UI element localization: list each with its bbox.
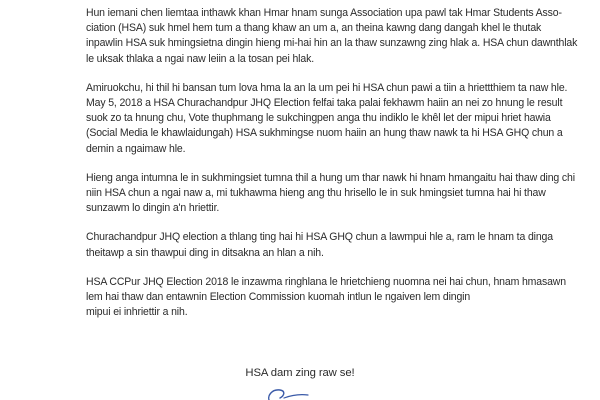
signature-stroke xyxy=(269,390,284,400)
paragraph-5 xyxy=(86,275,566,321)
paragraph-line: mipui ei inhriettir a nih. xyxy=(86,306,188,319)
paragraph-line: Amiruokchu, hi thil hi bansan tum lova hma la an la um pei hi HSA chun pawi a tiin a hriettthiem ta naw hle. xyxy=(86,81,568,94)
letter-body xyxy=(86,6,578,334)
signature-stroke-tail xyxy=(284,395,308,398)
paragraph-line: HSA CCPur JHQ Election 2018 le inzawma ringhlana le hrietchieng nuomna nei hai chun, hnam hmasawn xyxy=(86,275,566,288)
paragraph-line: inpawlin HSA suk hmingsietna dingin hieng mi-hai hin an la thaw sunzawng zing hlak a. HSA chun dawnthlak xyxy=(86,37,578,50)
paragraph-line: Churachandpur JHQ election a thlang ting hai hi HSA GHQ chun a lawmpui hle a, ram le hnam ta dinga xyxy=(86,231,553,244)
paragraph-line: demin a ngaimaw hle. xyxy=(86,142,186,155)
paragraph-1 xyxy=(86,6,578,67)
closing-line: HSA dam zing raw se! xyxy=(245,367,355,379)
paragraph-line: theitawp a sin thawpui ding in ditsakna an hlan a nih. xyxy=(86,246,324,259)
paragraph-line: lem hai thaw dan entawnin Election Commission kuomah intlun le ngaiven lem dingin xyxy=(86,291,471,304)
paragraph-line: le uksak thlaka a ngai naw leiin a la tosan pei hlak. xyxy=(86,52,314,65)
paragraph-line: ciation (HSA) suk hmel hem tum a thang khaw an um a, an theina kawng dang dangah khel le thutak xyxy=(86,22,542,35)
paragraph-2 xyxy=(86,81,568,157)
signature-mark xyxy=(260,386,340,400)
paragraph-line: niin HSA chun a ngai naw a, mi tukhawma hieng ang thu hrisello le in suk hmingsiet tumna hai hi thaw xyxy=(86,187,546,200)
paragraph-line: (Social Media le khawlaidungah) HSA sukhmingse nuom haiin an hung thaw nawk ta hi HSA GHQ chun a xyxy=(86,127,563,140)
paragraph-line: suok zo ta hnung chu, Vote thuphmang le sukchingpen anga thu indiklo le khêl let der mipui hriet hawia xyxy=(86,112,551,125)
paragraph-line: May 5, 2018 a HSA Churachandpur JHQ Election felfai taka palai fekhawm haiin an nei zo hnung le result xyxy=(86,97,563,110)
paragraph-3 xyxy=(86,171,575,217)
paragraph-line: sunzawm lo dingin a'n hriettir. xyxy=(86,202,220,215)
paragraph-line: Hieng anga intumna le in sukhmingsiet tumna thil a hung um thar nawk hi hnam hmangaitu hai thaw ding chi xyxy=(86,171,575,184)
paragraph-line: Hun iemani chen liemtaa inthawk khan Hmar hnam sunga Association upa pawl tak Hmar Students Asso- xyxy=(86,7,562,19)
paragraph-4 xyxy=(86,230,553,260)
